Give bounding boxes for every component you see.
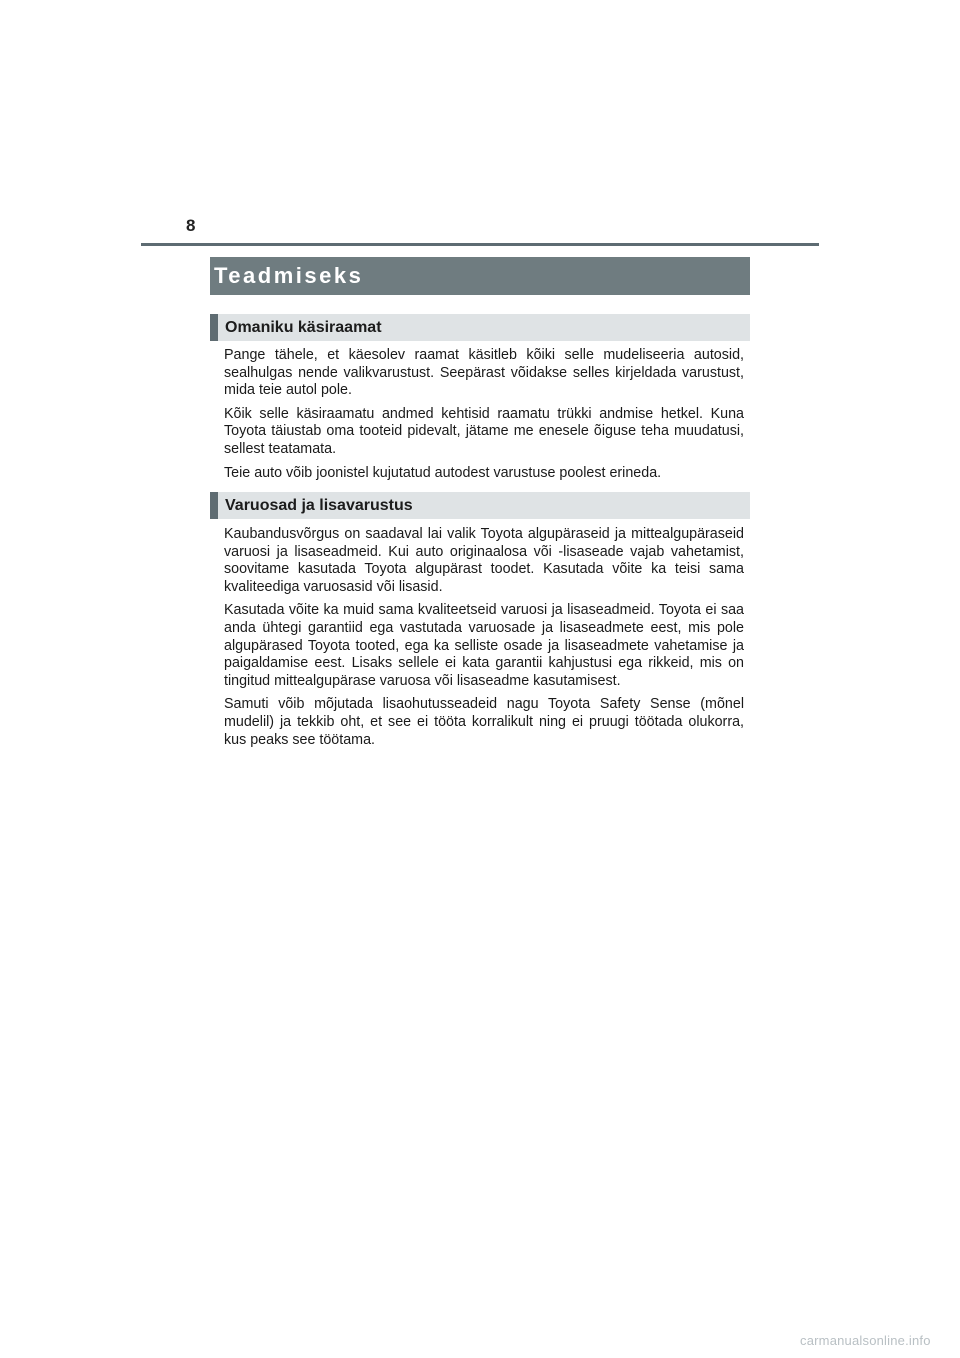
page-number: 8 <box>186 216 196 235</box>
paragraph: Kõik selle käsiraamatu andmed kehtisid raamatu trükki andmise hetkel. Kuna Toyota täiustab oma tooteid pidevalt, jätame me enesele õiguse teha muudatusi, sellest teatamata. <box>224 405 744 457</box>
chapter-banner <box>210 257 750 295</box>
section-heading-text: Varuosad ja lisavarustus <box>225 496 413 514</box>
paragraph: Kasutada võite ka muid sama kvaliteetseid varuosi ja lisaseadmeid. Toyota ei saa anda ühtegi garantiid ega vastutada varuosade ja lisaseadmete eest, mis pole algupärased Toyota tooted, ega ka selliste osade ja lisaseadmete vahetamise ja paigaldamise eest. Lisaks sellele ei kata garantii kahjustusi ega rikkeid, mis on tingitud mittealgupärase varuosa või lisaseadme kasutamisest. <box>224 602 744 689</box>
paragraph: Pange tähele, et käesolev raamat käsitleb kõiki selle mudeliseeria autosid, sealhulgas nende valikvarustust. Seepärast võidakse selles kirjeldada varustust, mida teie autol pole. <box>224 347 744 399</box>
section-body-owners-manual <box>224 347 744 488</box>
section-body-parts-accessories <box>224 526 744 755</box>
section-heading-owners-manual <box>210 314 750 341</box>
chapter-title: Teadmiseks <box>214 263 364 288</box>
section-heading-text: Omaniku käsiraamat <box>225 318 382 336</box>
paragraph: Kaubandusvõrgus on saadaval lai valik Toyota algupäraseid ja mittealgupäraseid varuosi ja lisaseadmeid. Kui auto originaalosa või -lisaseade vajab vahetamist, soovitame kasutada Toyota algupärast toodet. Kasutada võite ka teisi sama kvaliteediga varuosasid või lisasid. <box>224 526 744 595</box>
top-rule <box>141 243 819 246</box>
section-heading-parts-accessories <box>210 492 750 519</box>
paragraph: Teie auto võib joonistel kujutatud autodest varustuse poolest erineda. <box>224 464 662 481</box>
paragraph: Samuti võib mõjutada lisaohutusseadeid nagu Toyota Safety Sense (mõnel mudelil) ja tekkib oht, et see ei tööta korralikult ning ei pruugi töötada olukorra, kus peaks see töötama. <box>224 696 744 748</box>
footer-watermark: carmanualsonline.info <box>800 1333 931 1348</box>
